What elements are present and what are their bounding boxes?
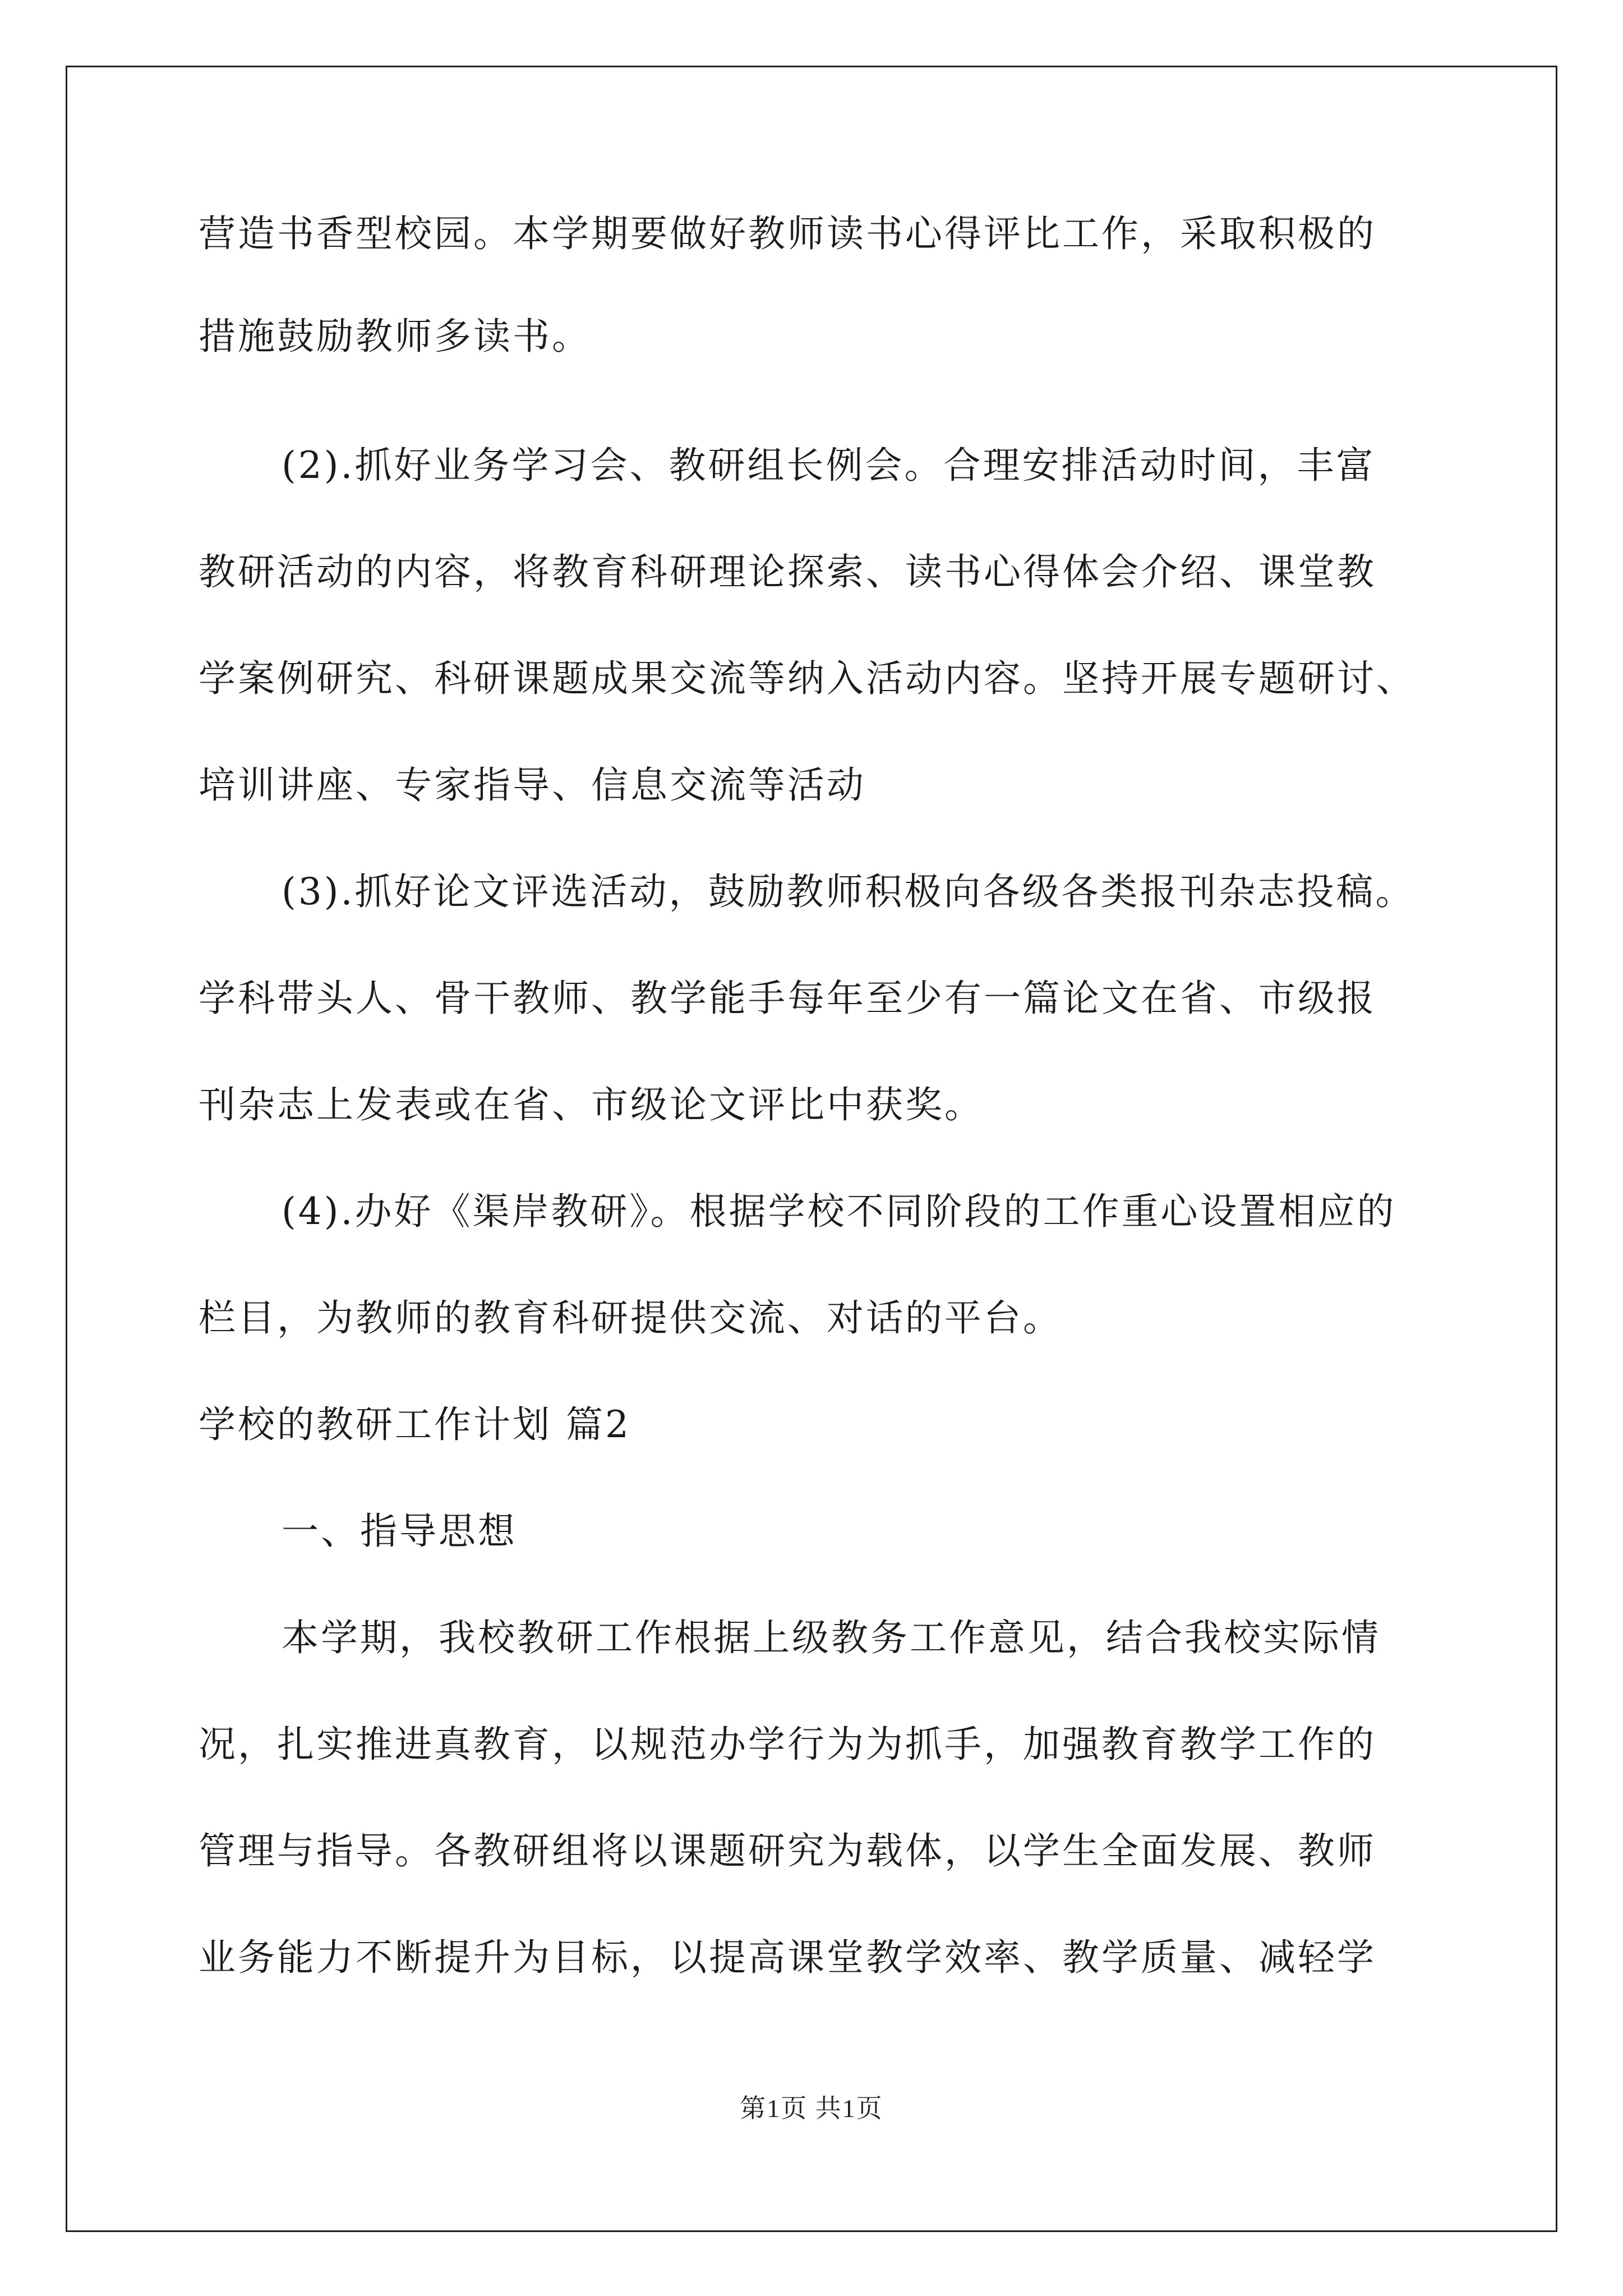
paragraph-3-heading: (3).抓好论文评选活动，鼓励教师积极向各级各类报刊杂志投稿。 [282, 870, 1415, 913]
page-border [66, 66, 1557, 2232]
text-line: 刊杂志上发表或在省、市级论文评比中获奖。 [199, 1083, 984, 1126]
page-footer: 第1页 共1页 [740, 2094, 883, 2123]
section-heading: 一、指导思想 [282, 1510, 517, 1553]
text-line: 管理与指导。各教研组将以课题研究为载体，以学生全面发展、教师 [199, 1829, 1376, 1872]
text-line: 学科带头人、骨干教师、教学能手每年至少有一篇论文在省、市级报 [199, 977, 1376, 1020]
text-line: 业务能力不断提升为目标，以提高课堂教学效率、教学质量、减轻学 [199, 1936, 1376, 1979]
text-line: 学案例研究、科研课题成果交流等纳入活动内容。坚持开展专题研讨、 [199, 657, 1415, 700]
text-line: 栏目，为教师的教育科研提供交流、对话的平台。 [199, 1296, 1062, 1340]
paragraph-2-heading: (2).抓好业务学习会、教研组长例会。合理安排活动时间，丰富 [282, 444, 1376, 487]
section-title: 学校的教研工作计划 篇2 [199, 1403, 631, 1446]
text-line: 本学期，我校教研工作根据上级教务工作意见，结合我校实际情 [282, 1616, 1381, 1659]
text-line: 营造书香型校园。本学期要做好教师读书心得评比工作，采取积极的 [199, 212, 1376, 255]
text-line: 培训讲座、专家指导、信息交流等活动 [199, 763, 866, 807]
text-line: 教研活动的内容，将教育科研理论探索、读书心得体会介绍、课堂教 [199, 550, 1376, 593]
paragraph-4-heading: (4).办好《渠岸教研》。根据学校不同阶段的工作重心设置相应的 [282, 1190, 1396, 1233]
text-line: 况，扎实推进真教育，以规范办学行为为抓手，加强教育教学工作的 [199, 1723, 1376, 1766]
text-line: 措施鼓励教师多读书。 [199, 315, 591, 358]
